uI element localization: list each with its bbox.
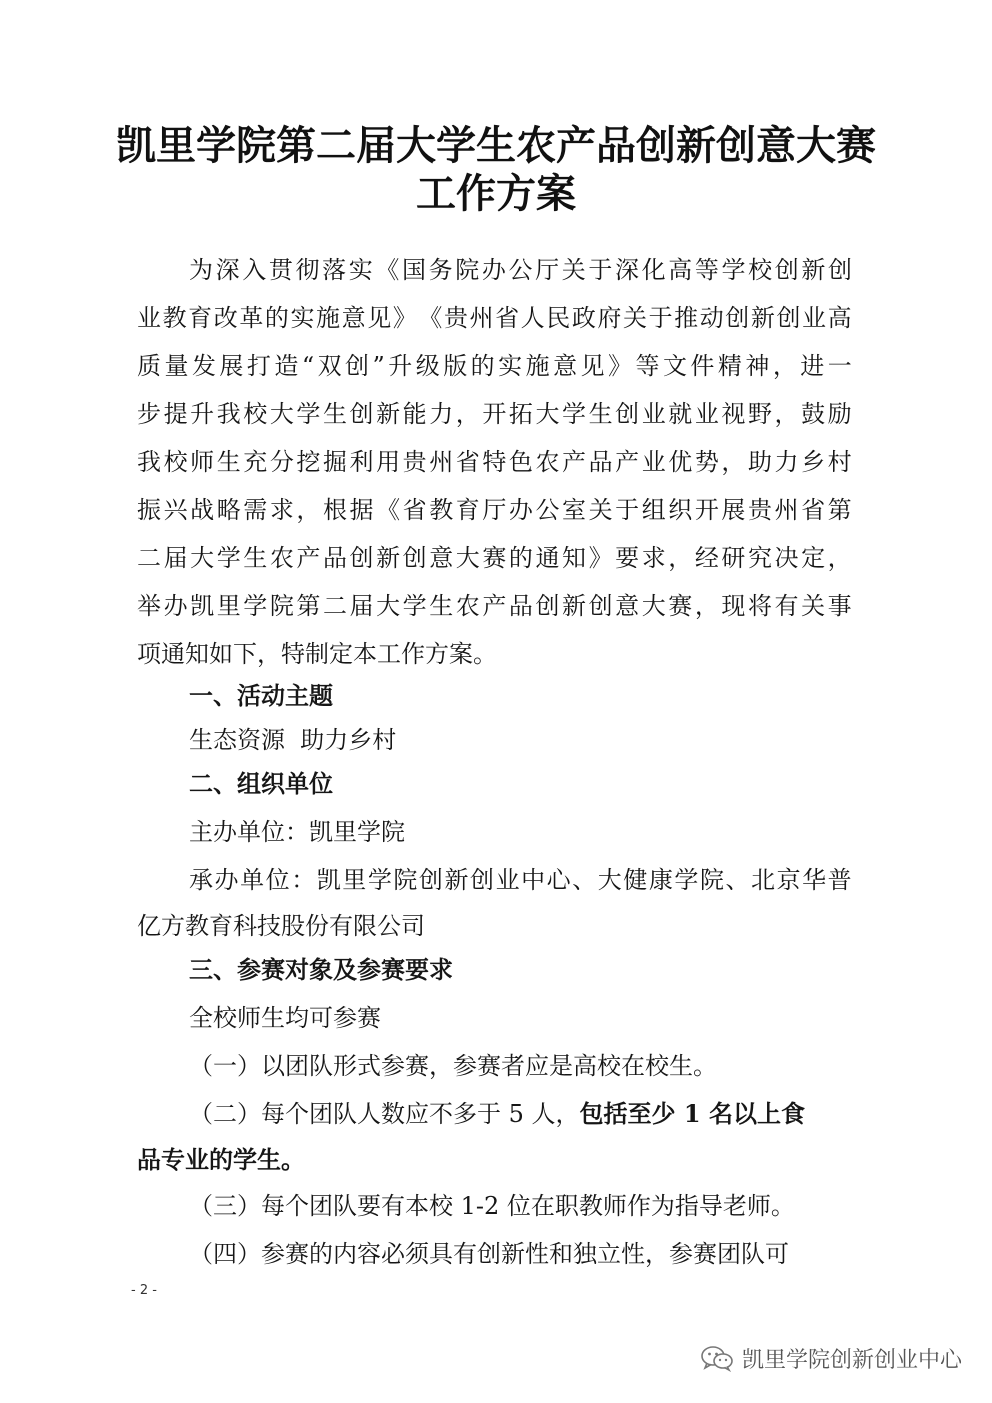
intro-line: 质 量 发 展 打 造 “ 双 创 ” 升 级 版 的 实 施 意 见 》 等 文 件 精 神 ， 进 一	[137, 352, 852, 380]
intro-line: 振 兴 战 略 需 求 ， 根 据 《 省 教 育 厅 办 公 室 关 于 组 织 开 展 贵 州 省 第	[137, 496, 852, 524]
document-title-line2: 工作方案	[416, 171, 576, 217]
section2-organizer-line1: 承 办 单 位 ： 凯 里 学 院 创 新 创 业 中 心 、 大 健 康 学 院 、 北 京 华 普	[189, 866, 852, 894]
intro-line: 项通知如下，特制定本工作方案。	[137, 640, 497, 668]
section1-text: 生态资源 助力乡村	[189, 726, 397, 754]
intro-line: 举 办 凯 里 学 院 第 二 届 大 学 生 农 产 品 创 新 创 意 大 赛 ， 现 将 有 关 事	[137, 592, 852, 620]
intro-line: 步 提 升 我 校 大 学 生 创 新 能 力 ， 开 拓 大 学 生 创 业 就 业 视 野 ， 鼓 励	[137, 400, 852, 428]
watermark	[700, 1343, 962, 1373]
requirement-2-continued: 品专业的学生。	[137, 1145, 305, 1174]
section2-heading: 二、组织单位	[189, 770, 333, 798]
section2-organizer-line2: 亿方教育科技股份有限公司	[137, 912, 425, 940]
section2-host: 主办单位：凯里学院	[189, 818, 405, 846]
requirement-2-normal: （二）每个团队人数应不多于 5 人，	[189, 1100, 580, 1128]
requirement-2	[189, 1098, 805, 1130]
page-number: - 2 -	[131, 1283, 157, 1298]
document-title-line1: 凯里学院第二届大学生农产品创新创意大赛	[116, 123, 876, 169]
section3-heading: 三、参赛对象及参赛要求	[189, 956, 453, 984]
wechat-icon	[700, 1344, 734, 1372]
requirement-1: （一）以团队形式参赛，参赛者应是高校在校生。	[189, 1052, 717, 1080]
section3-text: 全校师生均可参赛	[189, 1004, 381, 1032]
intro-line: 我 校 师 生 充 分 挖 掘 利 用 贵 州 省 特 色 农 产 品 产 业 优 势 ， 助 力 乡 村	[137, 448, 852, 476]
intro-line: 为 深 入 贯 彻 落 实 《 国 务 院 办 公 厅 关 于 深 化 高 等 学 校 创 新 创	[189, 256, 852, 284]
watermark-text: 凯里学院创新创业中心	[741, 1347, 962, 1373]
requirement-3: （三）每个团队要有本校 1-2 位在职教师作为指导老师。	[189, 1192, 795, 1220]
intro-line: 二 届 大 学 生 农 产 品 创 新 创 意 大 赛 的 通 知 》 要 求 ， 经 研 究 决 定 ，	[137, 544, 852, 572]
intro-line: 业 教 育 改 革 的 实 施 意 见 》 《 贵 州 省 人 民 政 府 关 于 推 动 创 新 创 业 高	[137, 304, 852, 332]
requirement-4: （四）参赛的内容必须具有创新性和独立性，参赛团队可	[189, 1240, 789, 1268]
requirement-2-bold: 包括至少 1 名以上食	[579, 1099, 805, 1128]
section1-heading: 一、活动主题	[189, 682, 333, 710]
